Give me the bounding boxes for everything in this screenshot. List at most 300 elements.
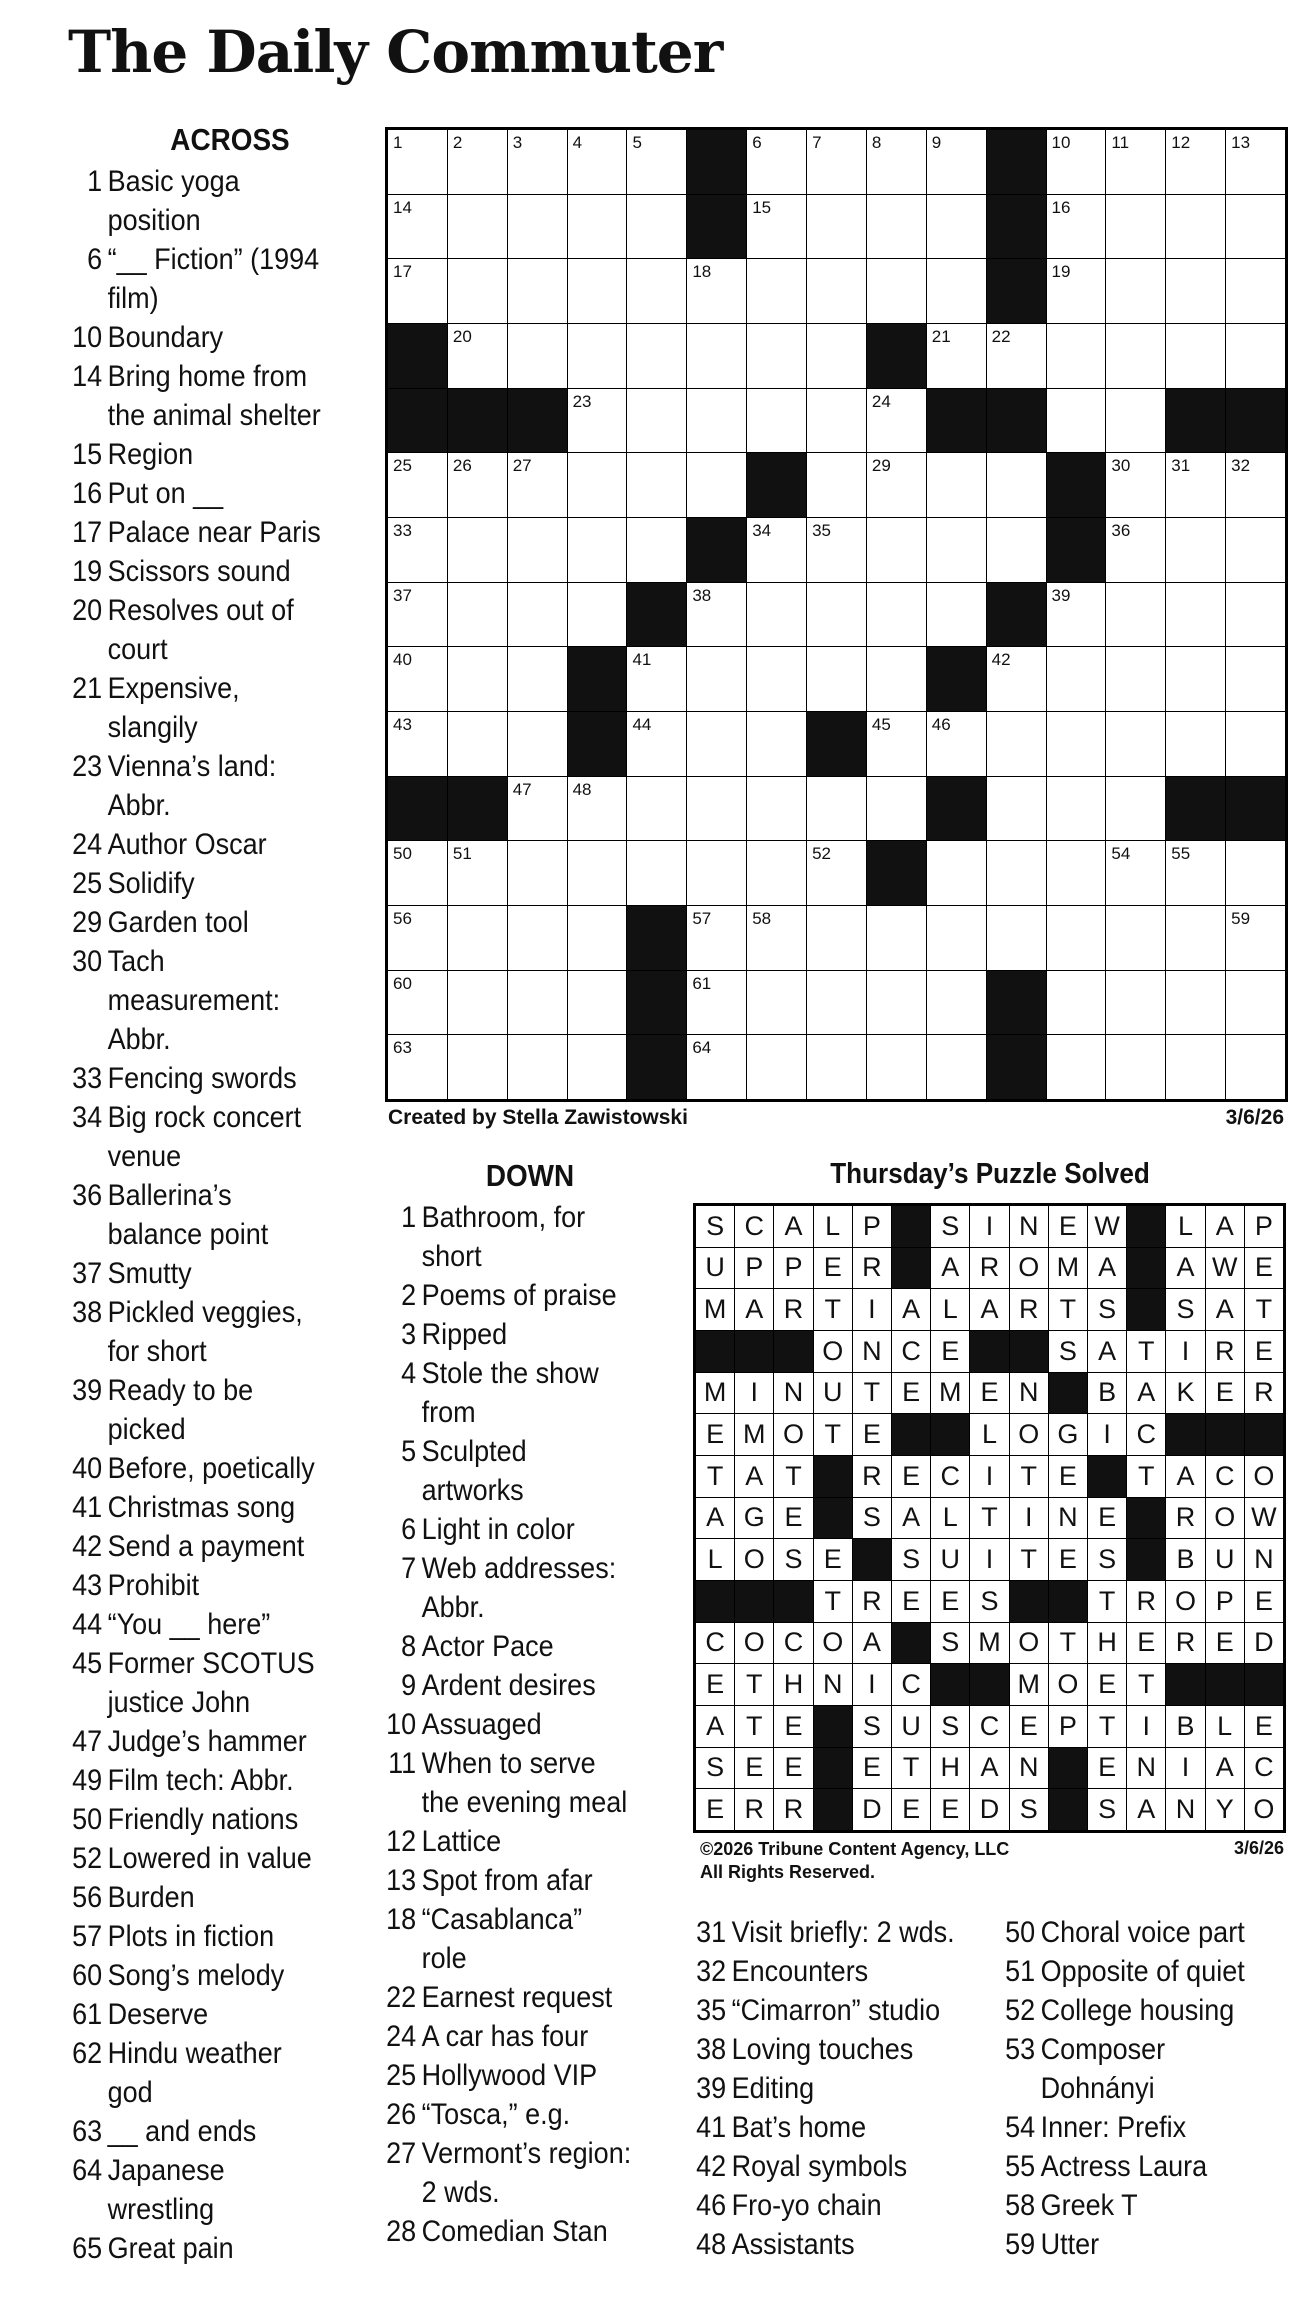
grid-square[interactable] xyxy=(1166,906,1225,970)
grid-square[interactable] xyxy=(807,518,866,582)
clue-item xyxy=(382,1510,631,1549)
grid-square[interactable] xyxy=(388,647,447,711)
grid-square[interactable] xyxy=(807,324,866,388)
grid-square[interactable] xyxy=(448,906,507,970)
grid-square[interactable] xyxy=(627,389,686,453)
grid-square[interactable] xyxy=(627,453,686,517)
grid-square[interactable] xyxy=(388,130,447,194)
grid-square[interactable] xyxy=(1226,259,1285,323)
solution-letter: M xyxy=(1010,1664,1048,1705)
grid-square[interactable] xyxy=(1047,777,1106,841)
grid-square[interactable] xyxy=(927,583,986,647)
square-number: 56 xyxy=(393,909,412,928)
grid-square[interactable] xyxy=(388,453,447,517)
clue-number: 11 xyxy=(388,1747,417,1780)
clue-text: Great pain xyxy=(107,2232,234,2265)
grid-square[interactable] xyxy=(927,712,986,776)
grid-square[interactable] xyxy=(627,324,686,388)
grid-square[interactable] xyxy=(1047,712,1106,776)
grid-square[interactable] xyxy=(687,453,746,517)
grid-square[interactable] xyxy=(867,906,926,970)
grid-square[interactable] xyxy=(568,841,627,905)
solution-letter: L xyxy=(1206,1706,1244,1747)
grid-square[interactable] xyxy=(867,712,926,776)
grid-square[interactable] xyxy=(508,130,567,194)
grid-square[interactable] xyxy=(388,906,447,970)
solution-letter: E xyxy=(774,1706,812,1747)
clue-number: 40 xyxy=(72,1452,103,1485)
solution-black-square xyxy=(1049,1373,1087,1414)
grid-square[interactable] xyxy=(1166,453,1225,517)
grid-square[interactable] xyxy=(987,777,1046,841)
solution-letter: T xyxy=(735,1706,773,1747)
grid-square[interactable] xyxy=(508,841,567,905)
solution-letter: U xyxy=(1206,1539,1244,1580)
black-square xyxy=(987,583,1046,647)
grid-square[interactable] xyxy=(508,906,567,970)
grid-square[interactable] xyxy=(388,712,447,776)
grid-square[interactable] xyxy=(388,971,447,1035)
grid-square[interactable] xyxy=(1166,971,1225,1035)
clue-text: Assistants xyxy=(731,2228,855,2261)
grid-square[interactable] xyxy=(568,389,627,453)
grid-square[interactable] xyxy=(687,712,746,776)
solution-letter: C xyxy=(1206,1456,1244,1497)
grid-square[interactable] xyxy=(1166,259,1225,323)
clue-text: College housing xyxy=(1040,1994,1235,2027)
grid-square[interactable] xyxy=(1106,841,1165,905)
solution-letter: D xyxy=(1245,1623,1283,1664)
clue-item xyxy=(382,1627,631,1666)
solution-letter: E xyxy=(1245,1706,1283,1747)
grid-square[interactable] xyxy=(927,195,986,259)
grid-square[interactable] xyxy=(747,777,806,841)
grid-square[interactable] xyxy=(448,259,507,323)
grid-square[interactable] xyxy=(1226,906,1285,970)
grid-square[interactable] xyxy=(807,777,866,841)
grid-square[interactable] xyxy=(1106,195,1165,259)
grid-square[interactable] xyxy=(1166,647,1225,711)
grid-square[interactable] xyxy=(448,130,507,194)
solution-black-square xyxy=(931,1664,969,1705)
clue-number: 32 xyxy=(696,1955,727,1988)
grid-square[interactable] xyxy=(1226,195,1285,259)
grid-square[interactable] xyxy=(747,195,806,259)
solution-letter: T xyxy=(1245,1289,1283,1330)
grid-square[interactable] xyxy=(927,1035,986,1099)
solution-letter: S xyxy=(1166,1289,1204,1330)
square-number: 51 xyxy=(452,844,472,864)
square-number: 41 xyxy=(632,650,652,670)
grid-square[interactable] xyxy=(1226,453,1285,517)
grid-square[interactable] xyxy=(1166,324,1225,388)
grid-square[interactable] xyxy=(508,518,567,582)
grid-square[interactable] xyxy=(867,1035,926,1099)
grid-square[interactable] xyxy=(1106,1035,1165,1099)
solution-letter: E xyxy=(892,1456,930,1497)
grid-square[interactable] xyxy=(747,324,806,388)
grid-square[interactable] xyxy=(867,518,926,582)
solution-letter: C xyxy=(931,1456,969,1497)
grid-square[interactable] xyxy=(687,1035,746,1099)
clue-item xyxy=(68,435,321,474)
grid-square[interactable] xyxy=(867,130,926,194)
grid-square[interactable] xyxy=(927,841,986,905)
grid-square[interactable] xyxy=(508,647,567,711)
grid-square[interactable] xyxy=(508,324,567,388)
grid-square[interactable] xyxy=(1226,647,1285,711)
square-number: 21 xyxy=(931,327,951,346)
grid-square[interactable] xyxy=(1106,130,1165,194)
grid-square[interactable] xyxy=(1166,583,1225,647)
grid-square[interactable] xyxy=(448,518,507,582)
grid-square[interactable] xyxy=(747,259,806,323)
grid-square[interactable] xyxy=(1166,130,1225,194)
down-clue-list-1 xyxy=(382,1198,659,2251)
grid-square[interactable] xyxy=(1047,195,1106,259)
solution-black-square xyxy=(1049,1748,1087,1789)
grid-square[interactable] xyxy=(1047,841,1106,905)
grid-square[interactable] xyxy=(927,906,986,970)
grid-square[interactable] xyxy=(867,971,926,1035)
grid-square[interactable] xyxy=(448,712,507,776)
solution-letter: E xyxy=(1049,1206,1087,1247)
solution-letter: N xyxy=(1010,1206,1048,1247)
solution-letter: T xyxy=(1010,1456,1048,1497)
grid-square[interactable] xyxy=(1226,583,1285,647)
clue-item xyxy=(68,1293,321,1371)
grid-square[interactable] xyxy=(927,453,986,517)
clue-number: 7 xyxy=(401,1552,417,1585)
grid-square[interactable] xyxy=(388,259,447,323)
grid-square[interactable] xyxy=(1166,1035,1225,1099)
solution-letter: I xyxy=(970,1206,1008,1247)
clue-number: 61 xyxy=(72,1998,103,2031)
grid-square[interactable] xyxy=(388,583,447,647)
grid-square[interactable] xyxy=(747,518,806,582)
clue-number: 13 xyxy=(386,1864,417,1897)
clue-text: Encounters xyxy=(731,1955,869,1988)
solution-letter: A xyxy=(970,1289,1008,1330)
grid-square[interactable] xyxy=(627,259,686,323)
grid-square[interactable] xyxy=(687,324,746,388)
grid-square[interactable] xyxy=(1166,712,1225,776)
clue-number: 53 xyxy=(1005,2033,1036,2066)
solution-letter: C xyxy=(1127,1414,1165,1455)
clue-number: 18 xyxy=(386,1903,417,1936)
clue-text: Composer Dohnányi xyxy=(1040,2033,1166,2105)
grid-square[interactable] xyxy=(388,518,447,582)
solution-letter: A xyxy=(853,1623,891,1664)
solution-letter: E xyxy=(1088,1664,1126,1705)
solution-letter: B xyxy=(1166,1706,1204,1747)
square-number: 19 xyxy=(1051,262,1071,282)
grid-square[interactable] xyxy=(508,971,567,1035)
solution-letter: R xyxy=(1166,1498,1204,1539)
clue-item xyxy=(68,1527,321,1566)
clue-text: Bring home from the animal shelter xyxy=(107,360,321,432)
grid-square[interactable] xyxy=(807,906,866,970)
grid-square[interactable] xyxy=(627,130,686,194)
grid-square[interactable] xyxy=(1047,389,1106,453)
grid-square[interactable] xyxy=(1106,712,1165,776)
grid-square[interactable] xyxy=(927,971,986,1035)
grid-square[interactable] xyxy=(687,841,746,905)
solution-letter: S xyxy=(970,1581,1008,1622)
grid-square[interactable] xyxy=(807,1035,866,1099)
grid-square[interactable] xyxy=(1106,583,1165,647)
grid-square[interactable] xyxy=(1047,583,1106,647)
solution-letter: N xyxy=(1010,1748,1048,1789)
grid-square[interactable] xyxy=(927,130,986,194)
solution-letter: E xyxy=(1245,1248,1283,1289)
grid-square[interactable] xyxy=(1226,1035,1285,1099)
grid-square[interactable] xyxy=(508,583,567,647)
grid-square[interactable] xyxy=(927,259,986,323)
grid-square[interactable] xyxy=(987,453,1046,517)
grid-square[interactable] xyxy=(1106,971,1165,1035)
clue-item xyxy=(692,2069,955,2108)
grid-square[interactable] xyxy=(747,389,806,453)
grid-square[interactable] xyxy=(747,906,806,970)
clue-item xyxy=(68,903,321,942)
grid-square[interactable] xyxy=(1106,453,1165,517)
grid-square[interactable] xyxy=(448,453,507,517)
square-number: 39 xyxy=(1051,585,1071,605)
clue-number: 49 xyxy=(72,1764,103,1797)
grid-square[interactable] xyxy=(627,647,686,711)
grid-square[interactable] xyxy=(1226,841,1285,905)
grid-square[interactable] xyxy=(388,1035,447,1099)
grid-square[interactable] xyxy=(867,583,926,647)
clue-text: Light in color xyxy=(421,1513,575,1546)
grid-square[interactable] xyxy=(627,518,686,582)
grid-square[interactable] xyxy=(1047,259,1106,323)
solution-letter: S xyxy=(931,1206,969,1247)
solution-letter: A xyxy=(1127,1789,1165,1830)
grid-square[interactable] xyxy=(627,195,686,259)
clue-number: 39 xyxy=(72,1374,103,1407)
solution-black-square xyxy=(774,1331,812,1372)
grid-square[interactable] xyxy=(568,518,627,582)
grid-square[interactable] xyxy=(448,647,507,711)
grid-square[interactable] xyxy=(927,518,986,582)
grid-square[interactable] xyxy=(1166,195,1225,259)
grid-square[interactable] xyxy=(568,906,627,970)
grid-square[interactable] xyxy=(388,195,447,259)
grid-square[interactable] xyxy=(508,712,567,776)
grid-square[interactable] xyxy=(1226,324,1285,388)
square-number: 24 xyxy=(871,391,891,411)
grid-square[interactable] xyxy=(687,389,746,453)
grid-square[interactable] xyxy=(1106,906,1165,970)
grid-square[interactable] xyxy=(1166,518,1225,582)
clue-item xyxy=(68,2034,321,2112)
solution-letter: A xyxy=(735,1289,773,1330)
grid-square[interactable] xyxy=(867,259,926,323)
solution-letter: S xyxy=(1049,1331,1087,1372)
grid-square[interactable] xyxy=(1106,518,1165,582)
grid-square[interactable] xyxy=(568,195,627,259)
grid-square[interactable] xyxy=(747,647,806,711)
grid-square[interactable] xyxy=(568,324,627,388)
square-number: 26 xyxy=(452,456,472,476)
grid-square[interactable] xyxy=(807,195,866,259)
grid-square[interactable] xyxy=(987,841,1046,905)
grid-square[interactable] xyxy=(867,647,926,711)
grid-square[interactable] xyxy=(747,712,806,776)
grid-square[interactable] xyxy=(1106,259,1165,323)
grid-square[interactable] xyxy=(687,583,746,647)
grid-square[interactable] xyxy=(927,324,986,388)
clue-number: 57 xyxy=(72,1920,103,1953)
grid-square[interactable] xyxy=(568,453,627,517)
grid-square[interactable] xyxy=(687,777,746,841)
square-number: 22 xyxy=(991,327,1011,346)
grid-square[interactable] xyxy=(987,712,1046,776)
grid-square[interactable] xyxy=(747,971,806,1035)
grid-square[interactable] xyxy=(568,259,627,323)
black-square xyxy=(687,130,746,194)
grid-square[interactable] xyxy=(867,777,926,841)
grid-square[interactable] xyxy=(568,777,627,841)
clue-item xyxy=(382,2017,631,2056)
grid-square[interactable] xyxy=(747,1035,806,1099)
grid-square[interactable] xyxy=(1226,130,1285,194)
grid-square[interactable] xyxy=(568,1035,627,1099)
square-number: 6 xyxy=(752,133,762,152)
clue-item xyxy=(692,2225,955,2264)
grid-square[interactable] xyxy=(807,130,866,194)
grid-square[interactable] xyxy=(508,259,567,323)
clue-number: 31 xyxy=(696,1916,727,1949)
clue-item xyxy=(68,1059,321,1098)
grid-square[interactable] xyxy=(448,971,507,1035)
grid-square[interactable] xyxy=(807,453,866,517)
grid-square[interactable] xyxy=(1047,971,1106,1035)
grid-square[interactable] xyxy=(867,389,926,453)
across-clue-list xyxy=(68,162,349,2268)
solution-black-square xyxy=(814,1789,852,1830)
solution-letter: S xyxy=(853,1706,891,1747)
clue-number: 63 xyxy=(72,2115,103,2148)
grid-square[interactable] xyxy=(747,583,806,647)
grid-square[interactable] xyxy=(987,647,1046,711)
grid-square[interactable] xyxy=(687,259,746,323)
grid-square[interactable] xyxy=(448,1035,507,1099)
solution-letter: T xyxy=(892,1748,930,1789)
grid-square[interactable] xyxy=(568,583,627,647)
grid-square[interactable] xyxy=(987,906,1046,970)
grid-square[interactable] xyxy=(747,130,806,194)
solution-letter: D xyxy=(970,1789,1008,1830)
solution-letter: R xyxy=(735,1789,773,1830)
square-number: 18 xyxy=(692,262,712,282)
grid-square[interactable] xyxy=(448,324,507,388)
square-number: 27 xyxy=(512,456,532,476)
grid-square[interactable] xyxy=(867,195,926,259)
square-number: 32 xyxy=(1231,456,1251,476)
grid-square[interactable] xyxy=(1106,777,1165,841)
grid-square[interactable] xyxy=(508,777,567,841)
grid-square[interactable] xyxy=(807,971,866,1035)
down-clue-list-3 xyxy=(1001,1913,1272,2264)
grid-square[interactable] xyxy=(1226,712,1285,776)
grid-square[interactable] xyxy=(388,841,447,905)
clue-text: Royal symbols xyxy=(731,2150,908,2183)
clue-item xyxy=(68,669,321,747)
clue-text: Web addresses: Abbr. xyxy=(421,1552,617,1624)
clue-number: 38 xyxy=(72,1296,103,1329)
grid-square[interactable] xyxy=(747,841,806,905)
solution-letter: W xyxy=(1245,1498,1283,1539)
grid-square[interactable] xyxy=(807,647,866,711)
grid-square[interactable] xyxy=(1226,971,1285,1035)
grid-square[interactable] xyxy=(807,841,866,905)
grid-square[interactable] xyxy=(807,389,866,453)
grid-square[interactable] xyxy=(807,259,866,323)
grid-square[interactable] xyxy=(627,841,686,905)
clue-number: 6 xyxy=(87,243,103,276)
clue-text: Deserve xyxy=(107,1998,209,2031)
clue-number: 44 xyxy=(72,1608,103,1641)
square-number: 54 xyxy=(1111,844,1131,864)
grid-square[interactable] xyxy=(987,518,1046,582)
solution-black-square xyxy=(1010,1581,1048,1622)
grid-square[interactable] xyxy=(687,906,746,970)
grid-square[interactable] xyxy=(1106,647,1165,711)
grid-square[interactable] xyxy=(987,324,1046,388)
grid-square[interactable] xyxy=(448,583,507,647)
grid-square[interactable] xyxy=(1047,324,1106,388)
clue-text: Editing xyxy=(731,2072,815,2105)
grid-square[interactable] xyxy=(508,195,567,259)
grid-square[interactable] xyxy=(1047,1035,1106,1099)
grid-square[interactable] xyxy=(448,841,507,905)
grid-square[interactable] xyxy=(1106,389,1165,453)
grid-square[interactable] xyxy=(568,130,627,194)
grid-square[interactable] xyxy=(1047,130,1106,194)
square-number: 11 xyxy=(1111,133,1130,152)
down-heading: DOWN xyxy=(485,1158,575,1193)
grid-square[interactable] xyxy=(867,453,926,517)
grid-square[interactable] xyxy=(1166,841,1225,905)
solution-letter: L xyxy=(696,1539,734,1580)
clue-item xyxy=(382,1276,631,1315)
solution-letter: B xyxy=(1088,1373,1126,1414)
grid-square[interactable] xyxy=(627,777,686,841)
clue-item xyxy=(382,2212,631,2251)
grid-square[interactable] xyxy=(1047,906,1106,970)
clue-item xyxy=(382,1744,631,1822)
grid-square[interactable] xyxy=(1047,647,1106,711)
black-square xyxy=(448,389,507,453)
grid-square[interactable] xyxy=(448,195,507,259)
grid-square[interactable] xyxy=(687,971,746,1035)
solution-letter: E xyxy=(696,1664,734,1705)
square-number: 23 xyxy=(572,391,592,411)
grid-square[interactable] xyxy=(508,1035,567,1099)
grid-square[interactable] xyxy=(1226,518,1285,582)
grid-square[interactable] xyxy=(568,971,627,1035)
solution-letter: C xyxy=(735,1206,773,1247)
grid-square[interactable] xyxy=(627,712,686,776)
solution-letter: H xyxy=(774,1664,812,1705)
grid-square[interactable] xyxy=(508,453,567,517)
grid-square[interactable] xyxy=(807,583,866,647)
grid-square[interactable] xyxy=(1106,324,1165,388)
grid-square[interactable] xyxy=(687,647,746,711)
